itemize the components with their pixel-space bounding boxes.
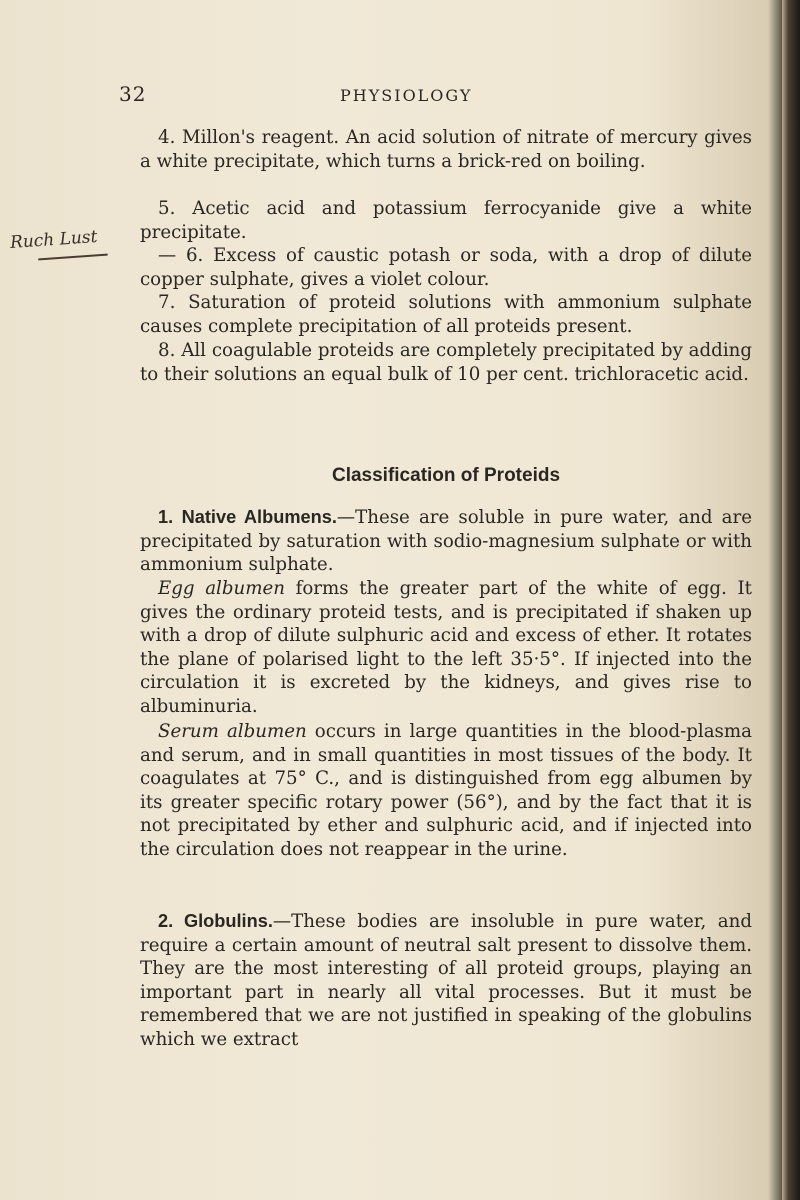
egg-albumen-text: forms the greater part of the white of egg. It gives the ordinary proteid tests, and is precipitated if shaken up with a drop of dilute sulphuric acid and excess of ether. It rotates the plane of polarised light to the left 35·5°. If injected into the circulation it is excreted by the kidneys, and gives rise to albuminuria. [140, 578, 752, 717]
native-albumens-text: —These are soluble in pure water, and are precipitated by saturation with sodio-magnesium sulphate or with ammonium sulphate. [140, 507, 752, 576]
paragraph-egg-albumen [140, 577, 752, 719]
test-item-7: 7. Saturation of proteid solutions with ammonium sulphate causes complete precipitation of all proteids present. [140, 292, 752, 337]
test-item-4: 4. Millon's reagent. An acid solution of nitrate of mercury gives a white precipitate, which turns a brick-red on boiling. [140, 127, 752, 172]
page-number: 32 [119, 82, 147, 106]
native-albumens-label: 1. Native Albumens. [158, 507, 337, 527]
paragraph-serum-albumen [140, 720, 752, 862]
test-item-5: 5. Acetic acid and potassium ferrocyanide give a white precipitate. [140, 198, 752, 243]
handwritten-margin-note: Ruch Lust [9, 226, 99, 254]
egg-albumen-term: Egg albumen [158, 578, 285, 599]
paragraph-native-albumens [140, 506, 752, 577]
section-heading: Classification of Proteids [331, 465, 561, 486]
serum-albumen-text: occurs in large quantities in the blood-plasma and serum, and in small quantities in most tissues of the body. It coagulates at 75° C., and is distinguished from egg albumen by its greater specific rotary power (56°), and by the fact that it is not precipitated by ether and sulphuric acid, and if injected into the circulation does not reappear in the urine. [140, 721, 752, 860]
page-header [0, 82, 770, 112]
test-item-6: — 6. Excess of caustic potash or soda, with a drop of dilute copper sulphate, gives a violet colour. [140, 245, 752, 290]
running-head: PHYSIOLOGY [340, 86, 473, 105]
globulins-text: —These bodies are insoluble in pure water, and require a certain amount of neutral salt present to dissolve them. They are the most interesting of all proteid groups, playing an important part in nearly all vital processes. But it must be remembered that we are not justified in speaking of the globulins which we extract [140, 911, 752, 1050]
page-edge-shadow [782, 0, 800, 1200]
globulins-label: 2. Globulins. [158, 911, 273, 931]
test-item-8: 8. All coagulable proteids are completely precipitated by adding to their solutions an equal bulk of 10 per cent. trichloracetic acid. [140, 340, 752, 385]
paragraph-globulins [140, 910, 752, 1052]
serum-albumen-term: Serum albumen [158, 721, 307, 742]
